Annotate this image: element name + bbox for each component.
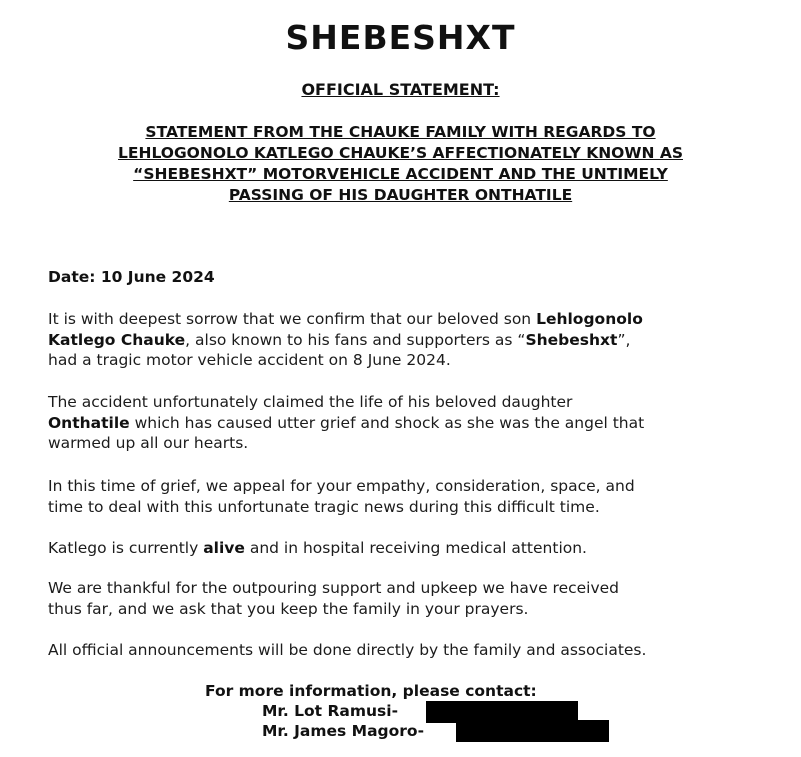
contact-person-2: Mr. James Magoro- [262,722,425,740]
paragraph-accident: The accident unfortunately claimed the life of his beloved daughter Onthatile which has caused utter grief and shock as she was the angel that warmed up all our hearts. [48,393,645,452]
official-statement-heading: OFFICIAL STATEMENT: [301,80,500,99]
subject-line: STATEMENT FROM THE CHAUKE FAMILY WITH REGARDS TO [145,123,656,141]
son-name: Lehlogonolo [536,310,643,328]
brand-title: SHEBESHXT [285,18,516,57]
paragraph-thanks: We are thankful for the outpouring support and upkeep we have received thus far, and we ask that you keep the family in your prayers. [48,579,620,618]
statement-date: Date: 10 June 2024 [48,268,215,286]
subject-line: LEHLOGONOLO KATLEGO CHAUKE’S AFFECTIONATELY KNOWN AS [118,144,683,162]
contact-person-1: Mr. Lot Ramusi- [262,702,399,720]
paragraph-confirmation: It is with deepest sorrow that we confirm that our beloved son Lehlogonolo Katlego Chauke, also known to his fans and supporters as “Shebeshxt”, had a tragic motor vehicle accident on 8 June 2024. [48,310,643,369]
son-name: Katlego Chauke [48,330,186,349]
redacted-phone-2 [456,720,609,742]
stage-name: Shebeshxt [525,330,618,349]
paragraph-status: Katlego is currently alive and in hospital receiving medical attention. [48,539,587,557]
subject-line: PASSING OF HIS DAUGHTER ONTHATILE [228,186,573,204]
contact-heading: For more information, please contact: [205,682,537,700]
paragraph-appeal: In this time of grief, we appeal for your empathy, consideration, space, and time to deal with this unfortunate tragic news during this difficult time. [48,477,635,516]
daughter-name: Onthatile [48,413,130,432]
subject-line: “SHEBESHXT” MOTORVEHICLE ACCIDENT AND THE UNTIMELY [133,165,668,183]
statement-subject [40,122,761,206]
paragraph-announcements: All official announcements will be done directly by the family and associates. [48,641,647,659]
alive-status: alive [203,539,245,557]
